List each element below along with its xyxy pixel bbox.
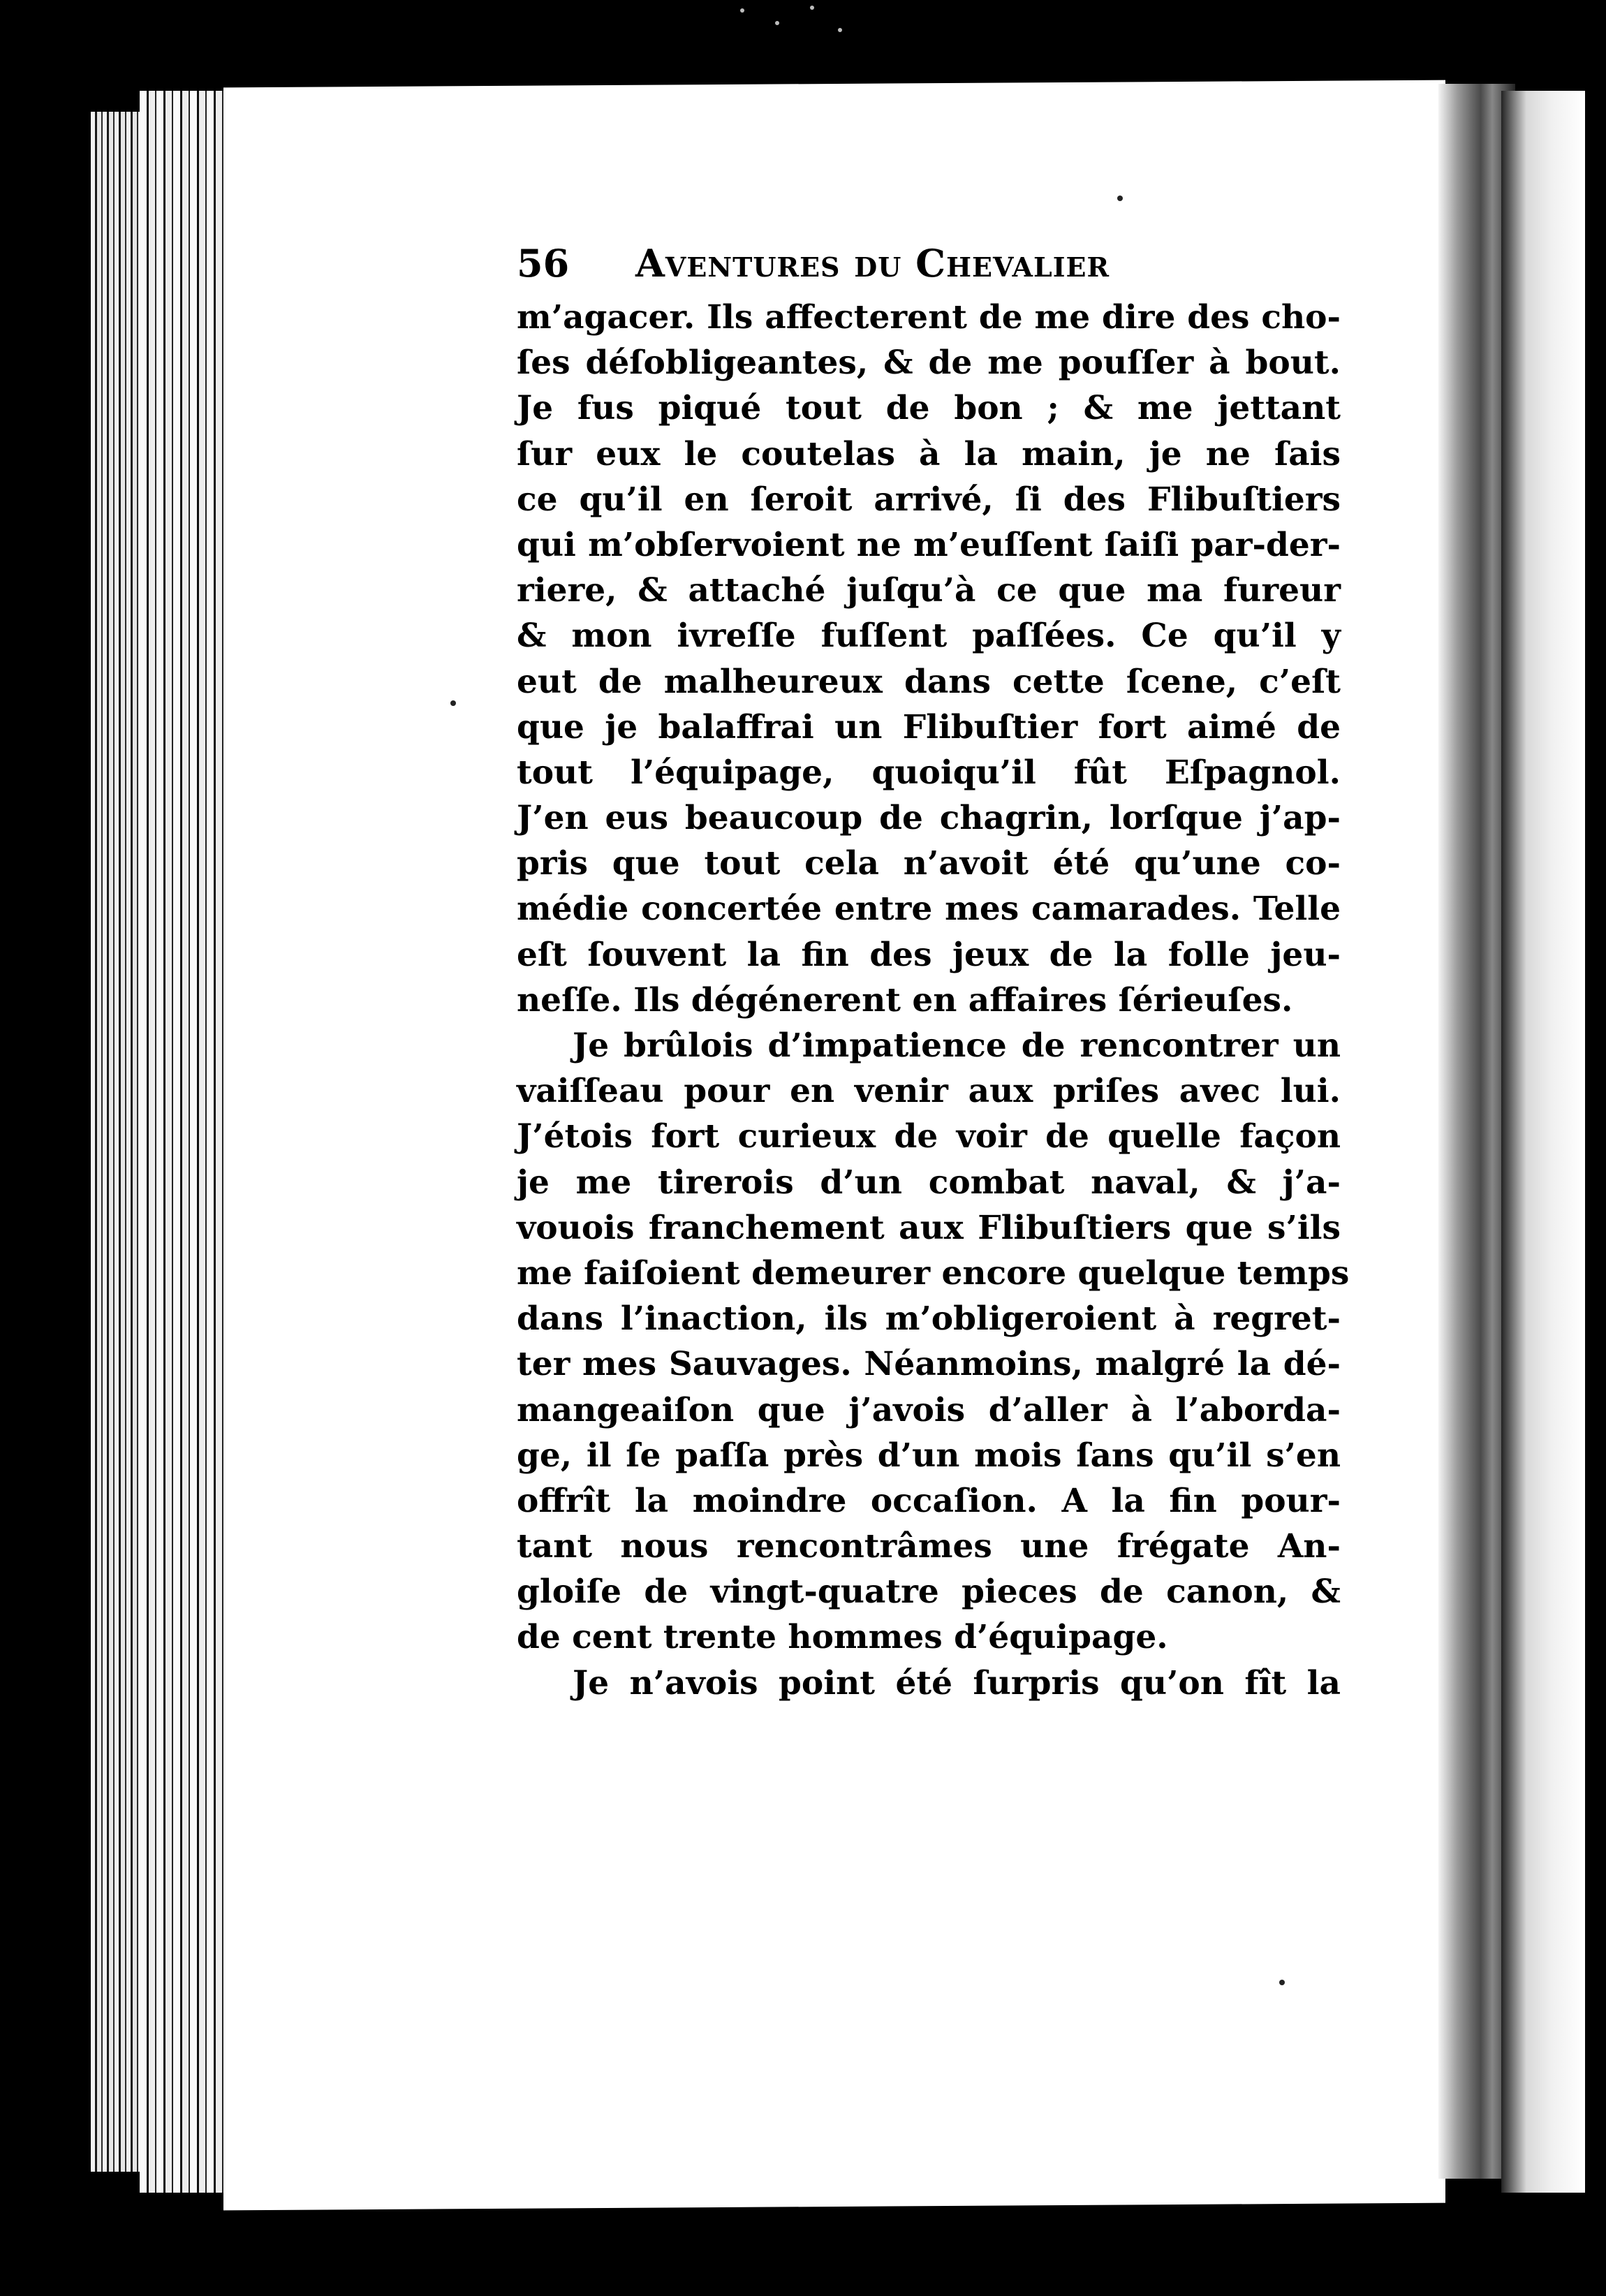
text-line: je me tirerois d’un combat naval, & j’a- [517,1163,1341,1202]
text-line: tant nous rencontrâmes une frégate An- [517,1527,1341,1566]
text-line: vouois franchement aux Flibuſtiers que s’ils [517,1208,1341,1247]
text-line: neſſe. Ils dégénerent en affaires ſérieuſes. [517,980,1293,1020]
text-line: ter mes Sauvages. Néanmoins, malgré la dé- [517,1345,1341,1384]
speck [838,28,842,32]
text-line: me faiſoient demeurer encore quelque temps [517,1253,1350,1293]
text-line: offrît la moindre occaſion. A la fin pour- [517,1481,1341,1520]
ink-mark [450,700,456,706]
text-line: ce qu’il en ſeroit arrivé, ſi des Flibuſtiers [517,480,1341,519]
running-head [517,241,1229,286]
text-line: ſur eux le coutelas à la main, je ne ſais [517,434,1341,473]
text-line: que je balaffrai un Flibuſtier fort aimé de [517,707,1341,746]
page-number: 56 [517,241,570,286]
text-line: de cent trente hommes d’équipage. [517,1618,1168,1657]
speck [775,21,779,25]
text-line: & mon ivreſſe fuſſent paſſées. Ce qu’il y [517,617,1341,656]
body-text [517,295,1350,1706]
text-line: riere, & attaché juſqu’à ce que ma fureur [517,571,1341,610]
text-line: dans l’inaction, ils m’obligeroient à regret- [517,1300,1341,1339]
text-line: eut de malheureux dans cette ſcene, c’eſt [517,662,1341,701]
text-line: médie concertée entre mes camarades. Telle [517,890,1341,929]
text-line: J’en eus beaucoup de chagrin, lorſque j’ap- [517,799,1341,838]
text-line: ge, il ſe paſſa près d’un mois ſans qu’il s’en [517,1436,1341,1475]
running-title: Aventures du Chevalier [635,241,1110,286]
ink-mark [1117,196,1123,201]
text-line: mangeaiſon que j’avois d’aller à l’aborda- [517,1390,1341,1429]
text-line-paragraph-start: Je brûlois d’impatience de rencontrer un [573,1026,1341,1065]
text-line: m’agacer. Ils affecterent de me dire des cho- [517,298,1341,337]
text-line: ſes déſobligeantes, & de me pouſſer à bout. [517,344,1341,383]
text-line: Je fus piqué tout de bon ; & me jettant [517,389,1341,428]
text-line-paragraph-start: Je n’avois point été ſurpris qu’on fît la [573,1663,1341,1702]
text-line: tout l’équipage, quoiqu’il fût Eſpagnol. [517,753,1341,792]
ink-mark [1279,1980,1285,1985]
text-line: pris que tout cela n’avoit été qu’une co- [517,844,1341,883]
text-line: vaiſſeau pour en venir aux priſes avec lui. [517,1072,1341,1111]
book-page-edges-inner [140,91,223,2193]
facing-page-edge [1501,91,1585,2193]
scan-specks [726,0,866,42]
speck [740,8,744,13]
text-line: qui m’obſervoient ne m’euſſent ſaiſi par-der- [517,525,1341,564]
text-line: J’étois fort curieux de voir de quelle façon [517,1117,1341,1156]
text-line: gloiſe de vingt-quatre pieces de canon, & [517,1573,1341,1612]
speck [810,6,814,10]
text-line: eſt ſouvent la fin des jeux de la folle jeu- [517,935,1341,974]
